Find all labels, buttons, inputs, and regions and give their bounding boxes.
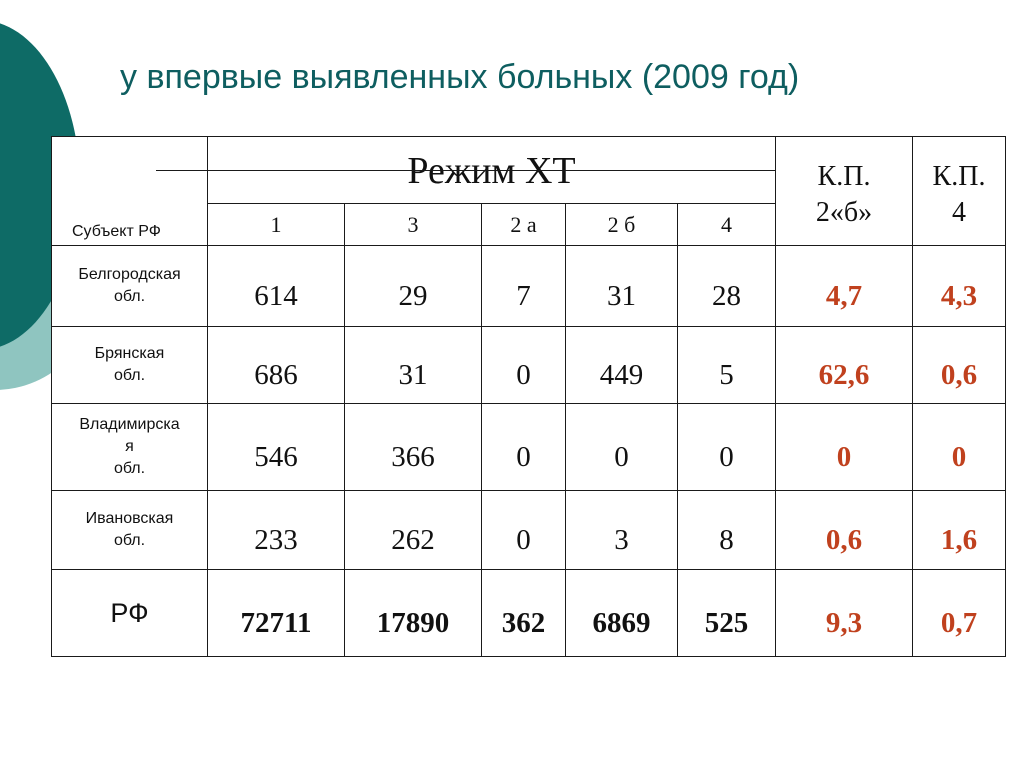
value-cell: 29 (345, 246, 482, 327)
kp2b-header (776, 137, 913, 246)
table-row (52, 404, 1006, 491)
header-row-top (52, 137, 1006, 204)
value-cell: 449 (566, 327, 678, 404)
kp4-cell: 0 (913, 404, 1006, 491)
value-cell: 28 (678, 246, 776, 327)
region-cell (52, 246, 208, 327)
total-value-cell: 72711 (208, 570, 345, 657)
value-cell: 3 (566, 491, 678, 570)
region-cell (52, 327, 208, 404)
regime-col-3: 3 (345, 204, 482, 246)
regime-col-2a: 2 а (482, 204, 566, 246)
value-cell: 233 (208, 491, 345, 570)
kp4-cell: 1,6 (913, 491, 1006, 570)
regime-table (51, 136, 1006, 657)
region-line: Владимирска (79, 416, 180, 433)
total-row (52, 570, 1006, 657)
kp2b-cell: 0,6 (776, 491, 913, 570)
value-cell: 0 (482, 404, 566, 491)
region-line: Ивановская (85, 510, 174, 527)
region-cell (52, 404, 208, 491)
value-cell: 0 (566, 404, 678, 491)
value-cell: 614 (208, 246, 345, 327)
region-line: обл. (113, 288, 146, 305)
kp2b-cell: 4,7 (776, 246, 913, 327)
value-cell: 7 (482, 246, 566, 327)
region-line: Брянская (94, 345, 165, 362)
regime-header-text: Режим ХТ (407, 150, 576, 192)
region-line: обл. (113, 367, 146, 384)
value-cell: 366 (345, 404, 482, 491)
region-line: обл. (113, 532, 146, 549)
total-region-cell: РФ (52, 570, 208, 657)
value-cell: 262 (345, 491, 482, 570)
total-value-cell: 17890 (345, 570, 482, 657)
region-line: обл. (113, 460, 146, 477)
regime-col-4: 4 (678, 204, 776, 246)
value-cell: 0 (482, 327, 566, 404)
kp4-header (913, 137, 1006, 246)
value-cell: 5 (678, 327, 776, 404)
kp4-header-line-2: 4 (952, 197, 966, 228)
value-cell: 0 (482, 491, 566, 570)
value-cell: 31 (566, 246, 678, 327)
kp2b-cell: 62,6 (776, 327, 913, 404)
region-line: Белгородская (78, 266, 181, 283)
kp4-header-line-1: К.П. (932, 161, 986, 192)
kp4-cell: 0,6 (913, 327, 1006, 404)
regime-divider (156, 170, 775, 171)
value-cell: 686 (208, 327, 345, 404)
regime-header (208, 137, 776, 204)
total-value-cell: 6869 (566, 570, 678, 657)
kp2b-cell: 0 (776, 404, 913, 491)
value-cell: 546 (208, 404, 345, 491)
kp2b-header-line-1: К.П. (817, 161, 871, 192)
table-row (52, 491, 1006, 570)
value-cell: 8 (678, 491, 776, 570)
region-line: я (125, 438, 134, 455)
kp2b-header-line-2: 2«б» (815, 197, 873, 228)
total-kp4-cell: 0,7 (913, 570, 1006, 657)
regime-col-1: 1 (208, 204, 345, 246)
total-kp2b-cell: 9,3 (776, 570, 913, 657)
total-value-cell: 525 (678, 570, 776, 657)
kp4-cell: 4,3 (913, 246, 1006, 327)
table-row (52, 246, 1006, 327)
total-value-cell: 362 (482, 570, 566, 657)
regime-col-2b: 2 б (566, 204, 678, 246)
value-cell: 0 (678, 404, 776, 491)
table-row (52, 327, 1006, 404)
region-cell (52, 491, 208, 570)
value-cell: 31 (345, 327, 482, 404)
slide-title: у впервые выявленных больных (2009 год) (120, 58, 800, 96)
subject-header: Субъект РФ (52, 137, 208, 246)
